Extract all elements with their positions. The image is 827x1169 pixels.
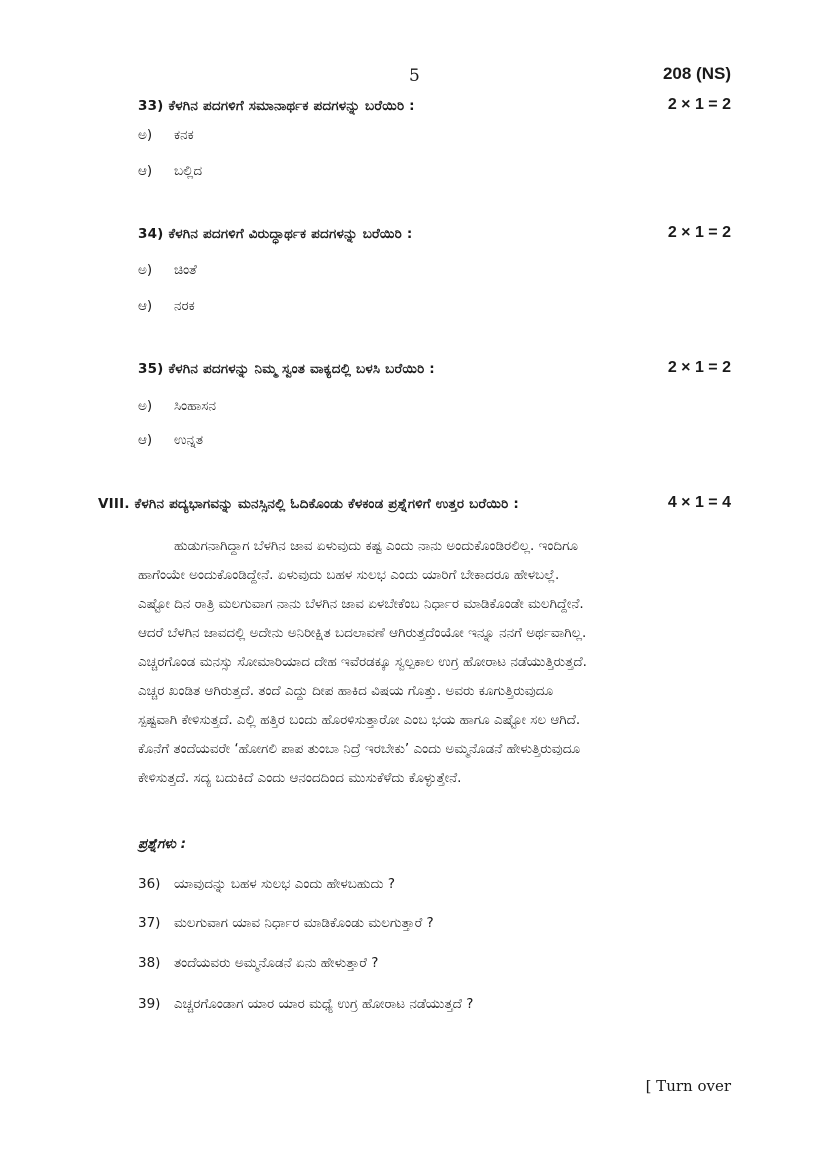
passage-line: ಎಚ್ಚರಗೊಂಡ ಮನಸ್ಸು ಸೋಮಾರಿಯಾದ ದೇಹ ಇವೆರಡಕ್ಕೂ ಸ್ವಲ್ಪಕಾಲ ಉಗ್ರ ಹೋರಾಟ ನಡೆಯುತ್ತಿರುತ್ತದೆ. xyxy=(138,654,587,670)
question-35-title: 35) ಕೆಳಗಿನ ಪದಗಳನ್ನು ನಿಮ್ಮ ಸ್ವಂತ ವಾಕ್ಯದಲ್ಲಿ ಬಳಸಿ ಬರೆಯಿರಿ : xyxy=(138,361,435,377)
questions-heading: ಪ್ರಶ್ನೆಗಳು : xyxy=(138,836,187,852)
question-35-option-a xyxy=(138,398,216,414)
passage-line: ಹುಡುಗನಾಗಿದ್ದಾಗ ಬೆಳಗಿನ ಜಾವ ಏಳುವುದು ಕಷ್ಟ ಎಂದು ನಾನು ಅಂದುಕೊಂಡಿರಲಿಲ್ಲ. ಇಂದಿಗೂ xyxy=(174,538,579,554)
question-33-marks: 2 × 1 = 2 xyxy=(667,96,731,113)
question-text: ಯಾವುದನ್ನು ಬಹಳ ಸುಲಭ ಎಂದು ಹೇಳಬಹುದು ? xyxy=(174,876,396,892)
question-37 xyxy=(138,915,434,931)
passage xyxy=(138,532,730,793)
option-label: ಅ) xyxy=(138,127,153,143)
turn-over: [ Turn over xyxy=(645,1077,731,1095)
question-33-title: 33) ಕೆಳಗಿನ ಪದಗಳಿಗೆ ಸಮಾನಾರ್ಥಕ ಪದಗಳನ್ನು ಬರೆಯಿರಿ : xyxy=(138,98,415,114)
question-number: 37) xyxy=(138,915,161,931)
question-38 xyxy=(138,955,378,971)
option-text: ಚಿಂತೆ xyxy=(174,262,197,278)
question-34-option-a xyxy=(138,262,197,278)
option-text: ಉನ್ನತ xyxy=(174,432,203,448)
passage-line: ಹಾಗೆಂಯೇ ಅಂದುಕೊಂಡಿದ್ದೇನೆ. ಏಳುವುದು ಬಹಳ ಸುಲಭ ಎಂದು ಯಾರಿಗೆ ಬೇಕಾದರೂ ಹೇಳಬಲ್ಲೆ. xyxy=(138,567,560,583)
option-text: ನರಕ xyxy=(174,298,195,314)
question-number: 36) xyxy=(138,876,161,892)
passage-line: ಎಷ್ಟೋ ದಿನ ರಾತ್ರಿ ಮಲಗುವಾಗ ನಾನು ಬೆಳಗಿನ ಜಾವ ಏಳಬೇಕೆಂಬ ನಿರ್ಧಾರ ಮಾಡಿಕೊಂಡೇ ಮಲಗಿದ್ದೇನೆ. xyxy=(138,596,584,612)
passage-line: ಕೇಳಿಸುತ್ತದೆ. ಸದ್ಯ ಬದುಕಿದೆ ಎಂದು ಆನಂದದಿಂದ ಮುಸುಕೆಳೆದು ಕೊಳ್ಳುತ್ತೇನೆ. xyxy=(138,770,462,786)
question-34-marks: 2 × 1 = 2 xyxy=(667,224,731,241)
section-8-title: VIII. ಕೆಳಗಿನ ಪದ್ಯಭಾಗವನ್ನು ಮನಸ್ಸಿನಲ್ಲಿ ಓದಿಕೊಂಡು ಕೆಳಕಂಡ ಪ್ರಶ್ನೆಗಳಿಗೆ ಉತ್ತರ ಬರೆಯಿರಿ : xyxy=(98,496,519,512)
section-8-marks: 4 × 1 = 4 xyxy=(667,494,731,511)
question-text: ಮಲಗುವಾಗ ಯಾವ ನಿರ್ಧಾರ ಮಾಡಿಕೊಂಡು ಮಲಗುತ್ತಾರೆ ? xyxy=(174,915,434,931)
question-number: 38) xyxy=(138,955,161,971)
passage-line: ಆದರೆ ಬೆಳಗಿನ ಜಾವದಲ್ಲಿ ಅದೇನು ಅನಿರೀಕ್ಷಿತ ಬದಲಾವಣೆ ಆಗಿರುತ್ತದೆಂಯೋ ಇನ್ನೂ ನನಗೆ ಅರ್ಥವಾಗಿಲ್ಲ. xyxy=(138,625,587,641)
question-33-option-b xyxy=(138,163,202,179)
passage-line: ಕೊನೆಗೆ ತಂದೆಯವರೇ ‘ಹೋಗಲಿ ಪಾಪ ತುಂಬಾ ನಿದ್ರೆ ಇರಬೇಕು’ ಎಂದು ಅಮ್ಮನೊಡನೆ ಹೇಳುತ್ತಿರುವುದೂ xyxy=(138,741,581,757)
option-label: ಆ) xyxy=(138,163,153,179)
question-39 xyxy=(138,996,473,1012)
option-text: ಕನಕ xyxy=(174,127,194,143)
option-label: ಆ) xyxy=(138,298,153,314)
question-34-title: 34) ಕೆಳಗಿನ ಪದಗಳಿಗೆ ವಿರುದ್ಧಾರ್ಥಕ ಪದಗಳನ್ನು ಬರೆಯಿರಿ : xyxy=(138,226,413,242)
question-33-option-a xyxy=(138,127,194,143)
paper-code: 208 (NS) xyxy=(662,64,731,83)
question-34-option-b xyxy=(138,298,195,314)
question-number: 39) xyxy=(138,996,161,1012)
option-text: ಬಲ್ಲಿದ xyxy=(174,163,203,179)
passage-line: ಎಚ್ಚರ ಖಂಡಿತ ಆಗಿರುತ್ತದೆ. ತಂದೆ ಎದ್ದು ದೀಪ ಹಾಕಿದ ವಿಷಯ ಗೊತ್ತು. ಅವರು ಕೂಗುತ್ತಿರುವುದೂ xyxy=(138,683,554,699)
page-number: 5 xyxy=(409,66,420,86)
question-text: ಎಚ್ಚರಗೊಂಡಾಗ ಯಾರ ಯಾರ ಮಧ್ಯೆ ಉಗ್ರ ಹೋರಾಟ ನಡೆಯುತ್ತದೆ ? xyxy=(174,996,474,1012)
option-label: ಅ) xyxy=(138,398,153,414)
question-35-option-b xyxy=(138,432,203,448)
option-text: ಸಿಂಹಾಸನ xyxy=(174,398,216,414)
question-36 xyxy=(138,876,395,892)
passage-line: ಸ್ಪಷ್ಟವಾಗಿ ಕೇಳಿಸುತ್ತದೆ. ಎಲ್ಲಿ ಹತ್ತಿರ ಬಂದು ಹೊರಳಿಸುತ್ತಾರೋ ಎಂಬ ಭಯ ಹಾಗೂ ಎಷ್ಟೋ ಸಲ ಆಗಿದೆ. xyxy=(138,712,581,728)
question-35-marks: 2 × 1 = 2 xyxy=(667,359,731,376)
option-label: ಅ) xyxy=(138,262,153,278)
question-text: ತಂದೆಯವರು ಅಮ್ಮನೊಡನೆ ಏನು ಹೇಳುತ್ತಾರೆ ? xyxy=(174,955,379,971)
option-label: ಆ) xyxy=(138,432,153,448)
